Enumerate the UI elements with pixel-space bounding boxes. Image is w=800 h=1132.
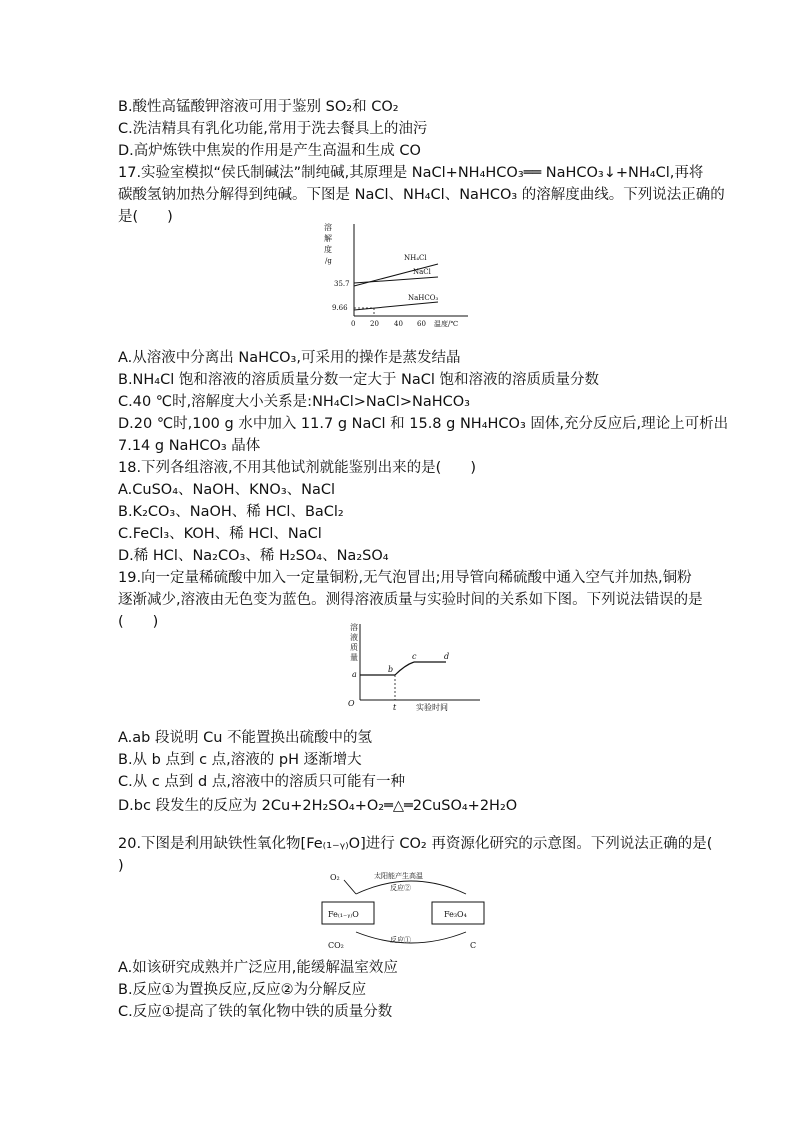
question-20-stem-1: 20.下图是利用缺铁性氧化物[Fe₍₁₋ᵧ₎O]进行 CO₂ 再资源化研究的示意图。下列说法正确的是( <box>118 836 713 852</box>
option-18d: D.稀 HCl、Na₂CO₃、稀 H₂SO₄、Na₂SO₄ <box>118 548 389 564</box>
y-axis-label-3: 度 <box>324 245 332 254</box>
co2-label: CO₂ <box>328 941 344 950</box>
left-box-label: Fe₍₁₋ᵧ₎O <box>328 910 359 919</box>
o2-label: O₂ <box>330 873 340 882</box>
solubility-chart <box>318 220 488 332</box>
question-19-stem-2: 逐渐减少,溶液由无色变为蓝色。测得溶液质量与实验时间的关系如下图。下列说法错误的是 <box>118 592 703 608</box>
xtick-20: 20 <box>370 320 379 328</box>
xtick-40: 40 <box>394 320 403 328</box>
y-axis-label-2: 解 <box>324 234 332 243</box>
option-17b: B.NH₄Cl 饱和溶液的溶质质量分数一定大于 NaCl 饱和溶液的溶质质量分数 <box>118 372 599 388</box>
y-axis-label-4: /g <box>325 257 332 265</box>
top-label: 太阳能产生高温 <box>374 872 423 880</box>
y-label-4: 量 <box>350 653 358 662</box>
x-axis-label: 温度/℃ <box>434 320 459 328</box>
option-18a: A.CuSO₄、NaOH、KNO₃、NaCl <box>118 482 336 498</box>
option-20b: B.反应①为置换反应,反应②为分解反应 <box>118 982 367 998</box>
x-axis-label: 实验时间 <box>416 703 448 712</box>
xtick-0: 0 <box>351 320 356 328</box>
question-19-stem-1: 19.向一定量稀硫酸中加入一定量铜粉,无气泡冒出;用导管向稀硫酸中通入空气并加热,铜粉 <box>118 570 692 586</box>
origin-label: O <box>348 699 355 708</box>
co2-cycle-diagram <box>316 866 502 954</box>
label-nacl: NaCl <box>413 268 431 276</box>
xtick-60: 60 <box>417 320 426 328</box>
option-19c: C.从 c 点到 d 点,溶液中的溶质只可能有一种 <box>118 774 405 790</box>
point-b: b <box>388 665 394 674</box>
option-18b: B.K₂CO₃、NaOH、稀 HCl、BaCl₂ <box>118 504 344 520</box>
arrow-to-o2 <box>344 880 356 894</box>
arc-bottom <box>356 932 466 943</box>
option-19d: D.bc 段发生的反应为 2Cu+2H₂SO₄+O₂═△═2CuSO₄+2H₂O <box>118 798 518 814</box>
question-19-stem-3: ( ) <box>118 614 159 630</box>
option-17c: C.40 ℃时,溶解度大小关系是:NH₄Cl>NaCl>NaHCO₃ <box>118 394 470 410</box>
question-20-stem-2: ) <box>118 858 124 874</box>
label-nh4cl: NH₄Cl <box>404 254 427 262</box>
curve-bc <box>395 662 414 675</box>
label-nahco3: NaHCO₃ <box>408 294 439 302</box>
y-axis-label-1: 溶 <box>324 223 332 232</box>
question-17-stem-1: 17.实验室模拟“侯氏制碱法”制纯碱,其原理是 NaCl+NH₄HCO₃══ NaHCO₃↓+NH₄Cl,再将 <box>118 165 704 181</box>
option-17d-1: D.20 ℃时,100 g 水中加入 11.7 g NaCl 和 15.8 g NH₄HCO₃ 固体,充分反应后,理论上可析出 <box>118 416 729 432</box>
point-c: c <box>412 652 417 661</box>
option-17a: A.从溶液中分离出 NaHCO₃,可采用的操作是蒸发结晶 <box>118 350 461 366</box>
y-label-2: 液 <box>350 633 358 642</box>
option-16c: C.洗洁精具有乳化功能,常用于洗去餐具上的油污 <box>118 121 428 137</box>
mass-time-chart <box>340 618 490 718</box>
c-label: C <box>470 941 477 950</box>
curve-nacl <box>354 277 438 283</box>
option-16d: D.高炉炼铁中焦炭的作用是产生高温和生成 CO <box>118 143 421 159</box>
option-16b: B.酸性高锰酸钾溶液可用于鉴别 SO₂和 CO₂ <box>118 99 399 115</box>
option-20c: C.反应①提高了铁的氧化物中铁的质量分数 <box>118 1004 393 1020</box>
curve-nahco3 <box>354 302 438 310</box>
y-label-3: 质 <box>350 643 358 652</box>
reaction-2-label: 反应② <box>390 884 411 892</box>
option-18c: C.FeCl₃、KOH、稀 HCl、NaCl <box>118 526 322 542</box>
point-d: d <box>444 652 450 661</box>
question-18-stem: 18.下列各组溶液,不用其他试剂就能鉴别出来的是( ) <box>118 460 476 476</box>
option-17d-2: 7.14 g NaHCO₃ 晶体 <box>118 438 261 454</box>
y-label-1: 溶 <box>350 623 358 632</box>
tick-t: t <box>393 703 397 712</box>
right-box-label: Fe₃O₄ <box>444 910 467 919</box>
option-19a: A.ab 段说明 Cu 不能置换出硫酸中的氢 <box>118 730 373 746</box>
point-a: a <box>352 670 357 679</box>
ytick-9-66: 9.66 <box>332 304 348 312</box>
option-19b: B.从 b 点到 c 点,溶液的 pH 逐渐增大 <box>118 752 362 768</box>
option-20a: A.如该研究成熟并广泛应用,能缓解温室效应 <box>118 960 398 976</box>
reaction-1-label: 反应① <box>390 936 411 944</box>
question-17-stem-3: 是( ) <box>118 209 173 225</box>
arc-top <box>356 881 466 894</box>
question-17-stem-2: 碳酸氢钠加热分解得到纯碱。下图是 NaCl、NH₄Cl、NaHCO₃ 的溶解度曲线。下列说法正确的 <box>118 187 725 203</box>
ytick-35-7: 35.7 <box>334 280 350 288</box>
